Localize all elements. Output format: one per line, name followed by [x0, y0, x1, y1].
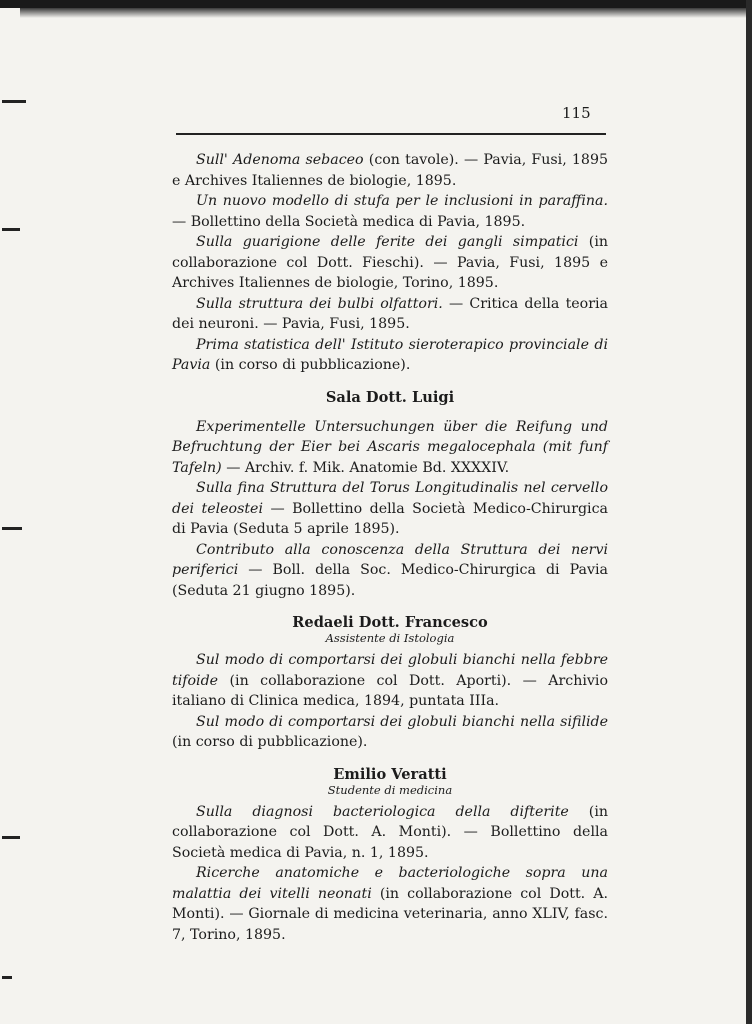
list-item: Contributo alla conoscenza della Struttura dei nervi periferici — Boll. della Soc. Medico-Chirurgica di Pavia (Seduta 21 giugno 1895). [172, 541, 608, 599]
scan-top-shadow [20, 8, 752, 18]
scan-right-edge [746, 0, 752, 1024]
list-item: Sul modo di comportarsi dei globuli bianchi nella febbre tifoide (in collaborazione col Dott. Aporti). — Archivio italiano di Clinica medica, 1894, puntata IIIa. [172, 652, 608, 709]
header-rule [176, 133, 606, 135]
section-subtitle: Assistente di Istologia [325, 631, 455, 645]
list-item: Un nuovo modello di stufa per le inclusioni in paraffina. — Bollettino della Società medica di Pavia, 1895. [172, 193, 608, 230]
publication-list [172, 650, 608, 753]
list-item: Experimentelle Untersuchungen über die Reifung und Befruchtung der Eier bei Ascaris megalocephala (mit funf Tafeln) — Archiv. f. Mik. Anatomie Bd. XXXXIV. [172, 418, 608, 476]
scan-top-edge [0, 0, 752, 8]
list-item: Sulla guarigione delle ferite dei gangli simpatici (in collaborazione col Dott. Fieschi). — Pavia, Fusi, 1895 e Archives Italiennes de biologie, Torino, 1895. [172, 234, 608, 291]
section-heading: Redaeli Dott. Francesco [292, 614, 488, 631]
list-item: Ricerche anatomiche e bacteriologiche sopra una malattia dei vitelli neonati (in collaborazione col Dott. A. Monti). — Giornale di medicina veterinaria, anno XLIV, fasc. 7, Torino, 1895. [172, 865, 608, 943]
section-subtitle: Studente di medicina [327, 782, 453, 797]
section-heading: Sala Dott. Luigi [325, 388, 455, 406]
list-item: Sull' Adenoma sebaceo (con tavole). — Pavia, Fusi, 1895 e Archives Italiennes de biologie, 1895. [172, 152, 608, 189]
list-item: Sul modo di comportarsi dei globuli bianchi nella sifilide (in corso di pubblicazione). [172, 713, 608, 750]
list-item: Prima statistica dell' Istituto sieroterapico provinciale di Pavia (in corso di pubblicazione). [172, 336, 608, 373]
publication-list [172, 802, 608, 946]
publication-list [172, 417, 608, 602]
section-heading: Emilio Veratti [333, 765, 447, 783]
page-content [172, 150, 608, 945]
list-item: Sulla fina Struttura del Torus Longitudinalis nel cervello dei teleostei — Bollettino della Società Medico-Chirurgica di Pavia (Seduta 5 aprile 1895). [172, 480, 609, 537]
page-number: 115 [562, 104, 591, 122]
list-item: Sulla diagnosi bacteriologica della difterite (in collaborazione col Dott. A. Monti). — Bollettino della Società medica di Pavia, n. 1, 1895. [172, 803, 608, 861]
publication-list [172, 150, 608, 376]
list-item: Sulla struttura dei bulbi olfattori. — Critica della teoria dei neuroni. — Pavia, Fusi, 1895. [172, 295, 608, 332]
